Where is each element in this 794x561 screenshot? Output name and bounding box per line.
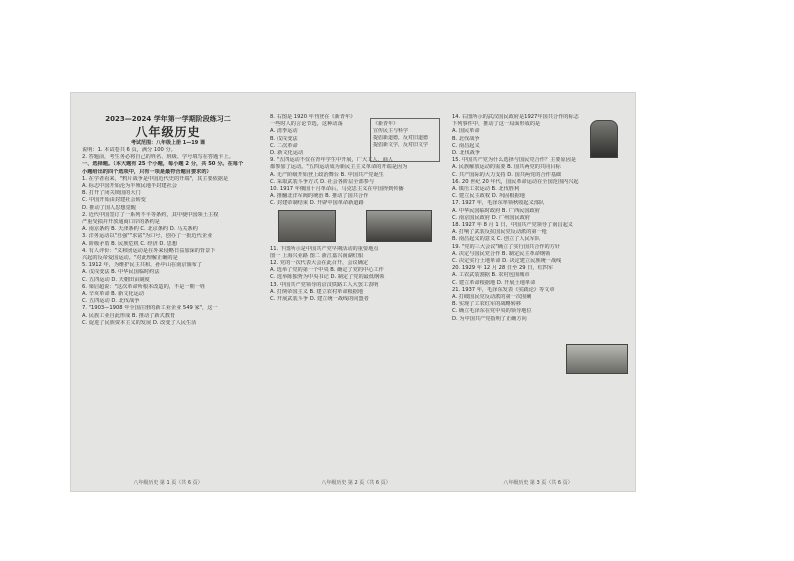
xinqingnian-box — [370, 118, 440, 162]
exam-paper — [70, 92, 636, 492]
text-line: B. 北伐战争 — [452, 135, 480, 142]
photo-red-boat — [366, 210, 432, 242]
text-line: D. 推动了国人思想觉醒 — [82, 204, 136, 211]
page-2-text-bottom — [270, 246, 442, 304]
text-line: B. 戊戌变法 — [270, 135, 298, 142]
text-line: 3. 洋务运动以"自强""求富"为口号，创办了一批近代企业 — [82, 233, 213, 240]
text-line: C. 促进了民族资本主义的发展 D. 改变了人民生活 — [82, 319, 197, 326]
text-line: 都参加了运动。"五四运动成为新民主主义革命的开端是因为 — [270, 164, 408, 171]
text-line: A. 国民革命 — [452, 128, 480, 135]
text-line: A. 打倒帝国主义 B. 建立农村革命根据地 — [270, 288, 364, 295]
page-3-column — [452, 114, 624, 470]
text-line: 图一 上海兴业路 图二 浙江嘉兴南湖红船 — [270, 252, 364, 259]
text-line: B. 南昌起义的意义 C. 创立了人民军队 — [452, 236, 541, 243]
text-line: 下列事件中，推动了这一局面形成的是 — [452, 121, 541, 128]
text-line: A. 民族解放运动的需要 B. 国共两党的共同目标 — [452, 164, 561, 171]
photo-row — [270, 210, 442, 244]
text-line: 《新青年》 — [373, 121, 399, 127]
text-line: 一些时人的言论节选，这种动荡 — [270, 121, 343, 128]
text-line: C. 选举陈独秀为中央书记 D. 制定了党的最低纲领 — [270, 274, 385, 281]
photo-shanghai — [278, 210, 336, 242]
text-line: A. 推翻北洋军阀的统治 B. 推动了国共合作 — [270, 193, 369, 200]
text-line: 20. 1929 年 12 月 28 日至 29 日，红四军 — [452, 265, 554, 272]
text-line: 16. 20 世纪 20 年代，国民革命运动在全国范围内兴起 — [452, 178, 579, 185]
text-line: 19. "党的三大会议"确立了实行国共合作的方针 — [452, 243, 561, 250]
text-line: 17. 1927 年，毛泽东率领秋收起义部队 — [452, 200, 545, 207]
text-line: C. 确立毛泽东在党中央的领导地位 — [452, 308, 532, 315]
text-line: A. 标志中国开始沦为半殖民地半封建社会 — [82, 183, 177, 190]
text-line: A. 南京条约 B. 天津条约 C. 北京条约 D. 马关条约 — [82, 226, 198, 233]
text-line: A. 戊戌变法 B. 中华民国临时约法 — [82, 269, 160, 276]
exam-year: 2023—2024 学年第一学期阶段练习二 — [105, 115, 231, 123]
text-line: 21. 1937 年，毛泽东发表《实践论》等文章 — [452, 286, 555, 293]
text-line: 8. 右图是 1920 年刊登在《新青年》 — [270, 114, 356, 120]
text-line: 2. 答题前，考生务必将自己的姓名、班级、学号填写在答题卡上。 — [82, 154, 234, 161]
text-line: A. 决定与国民党合作 B. 制定民主革命纲领 — [452, 250, 551, 257]
text-line: B. 打开了闭关锁国的大门 — [82, 190, 141, 197]
text-line: A. 清季运动 — [270, 128, 298, 135]
text-line: 15. 中国共产党为什么选择与国民党合作？主要原因是 — [452, 157, 577, 164]
text-line: 9. "五四运动不仅在青年学生中开展，广大工人、商人 — [270, 157, 394, 164]
text-line: D. 北伐战争 — [452, 150, 481, 157]
text-line: A. 选举了党的第一个中央 B. 确定了党的中心工作 — [270, 267, 384, 274]
text-line: A. 民族工业自此形成 B. 推动了新式教育 — [82, 312, 176, 319]
text-line: 11. 下图所示是中国共产党早期活动的重要地点 — [270, 245, 379, 252]
text-line: C. 决定实行土地革命 D. 决定建立民族统一战线 — [452, 258, 562, 265]
text-line: A. 镇压工农运动 B. 北伐胜利 — [452, 186, 520, 193]
text-line: 小题给出的四个选项中，只有一项是最符合题目要求的） — [82, 168, 212, 175]
text-line: 2. 近代中国签订了一系列不平等条约，其中使中国领土主权 — [82, 211, 219, 218]
page-3-footer: 八年级历史 第 3 页（共 6 页） — [503, 480, 573, 486]
building-photo — [566, 344, 628, 374]
text-line: 7. "1903—1908 年全国注册的新工业企业 549 家"，这一 — [82, 305, 218, 312]
text-line: A. 工农武装割据 B. 农村包围城市 — [452, 272, 530, 279]
text-line: D. 为中国共产党指明了正确方向 — [452, 315, 527, 322]
page-1-footer: 八年级历史 第 1 页（共 6 页） — [133, 480, 203, 486]
text-line: 12. 党的一次代表大会在此召开，会议确定 — [270, 260, 369, 267]
text-line: 宣传民主与科学 — [373, 128, 409, 134]
text-line: C. 中国开始由封建社会转变 — [82, 197, 146, 204]
text-line: A. 无产阶级开始登上政治舞台 B. 中国共产党诞生 — [270, 171, 384, 178]
exam-scope: 考试范围：八年级上册 1—19 课 — [131, 140, 205, 146]
text-line: C. 南昌起义 — [452, 142, 480, 149]
text-line: 提倡新文学，反对旧文学 — [373, 142, 429, 148]
text-line: 说明：1. 本试卷共 6 页，满分 100 分。 — [82, 147, 176, 153]
text-line: C. 五四运动 D. 天朝田亩制度 — [82, 276, 150, 283]
text-line: C. 建立革命根据地 D. 开展土地革命 — [452, 279, 536, 286]
text-line: 13. 中国共产党领导的京汉铁路工人大罢工表明 — [270, 281, 379, 288]
text-line: C. 封建帝制结束 D. 开辟中国革命新道路 — [270, 200, 364, 207]
text-line: A. 打破国民党反动派的第一次围剿 — [452, 294, 532, 301]
text-line: 兴起的反帝爱国运动。"对此理解正确的是 — [82, 255, 178, 262]
text-line: 18. 1927 年 8 月 1 日，中国共产党领导了南昌起义 — [452, 222, 573, 229]
text-line: D. 新文化运动 — [270, 150, 304, 157]
text-line: 10. 1917 年俄国十月革命后，马克思主义在中国得到传播 — [270, 186, 404, 193]
text-line: C. 采取武装斗争方式 D. 社会各阶层全部参与 — [270, 178, 375, 185]
page-2-column — [270, 114, 442, 470]
text-line: 14. 右图所示的武汉国民政府是1927年国共合作的标志 — [452, 114, 579, 120]
page-2-footer: 八年级历史 第 2 页（共 6 页） — [321, 480, 391, 486]
text-line: C. 二次革命 — [270, 142, 298, 149]
text-line: 一、选择题。（本大题有 25 个小题，每小题 2 分，共 50 分。在每个 — [82, 161, 244, 168]
text-line: B. 实现了工农红军的战略转移 — [452, 301, 522, 308]
text-line: 5. 1912 年，为维护民主共和，孙中山在南京颁布了 — [82, 262, 203, 269]
text-line: A. 辛亥革命 B. 新文化运动 — [82, 291, 144, 298]
text-line: 1. 在学者看来，"鸦片战争是中国近代史的开端"，其主要依据是 — [82, 175, 229, 182]
text-line: C. 共产国际的大力支持 D. 国共两党的合作基础 — [452, 171, 562, 178]
page-1-text — [82, 147, 254, 327]
text-line: A. 打响了武装反抗国民党反动派的第一枪 — [452, 229, 547, 236]
text-line: C. 南京国民政府 D. 广州国民政府 — [452, 214, 531, 221]
text-line: 提倡新道德，反对旧道德 — [373, 135, 429, 141]
exam-title: 八年级历史 — [135, 125, 201, 139]
text-line: A. 中华民国临时政府 B. 广西民国政府 — [452, 207, 540, 214]
page-1-column — [82, 114, 254, 470]
text-line: A. 阶级矛盾 B. 民族危机 C. 经济 D. 思想 — [82, 240, 178, 247]
text-line: C. 开展武装斗争 D. 建立统一战线的同盟者 — [270, 296, 369, 303]
text-line: 4. 有人评价："义和团运动是在外来侵略日益加深的背景下 — [82, 247, 216, 254]
stele-photo — [590, 120, 618, 158]
text-line: C. 建立民主政权 D. 巩固根据地 — [452, 193, 525, 200]
text-line: C. 五四运动 D. 北伐战争 — [82, 298, 140, 305]
text-line: 严重受损并开放通商口岸的条约是 — [82, 219, 160, 226]
text-line: 6. 梁启超说："这次革命所根本改造的，不是一朝一姓 — [82, 283, 206, 290]
